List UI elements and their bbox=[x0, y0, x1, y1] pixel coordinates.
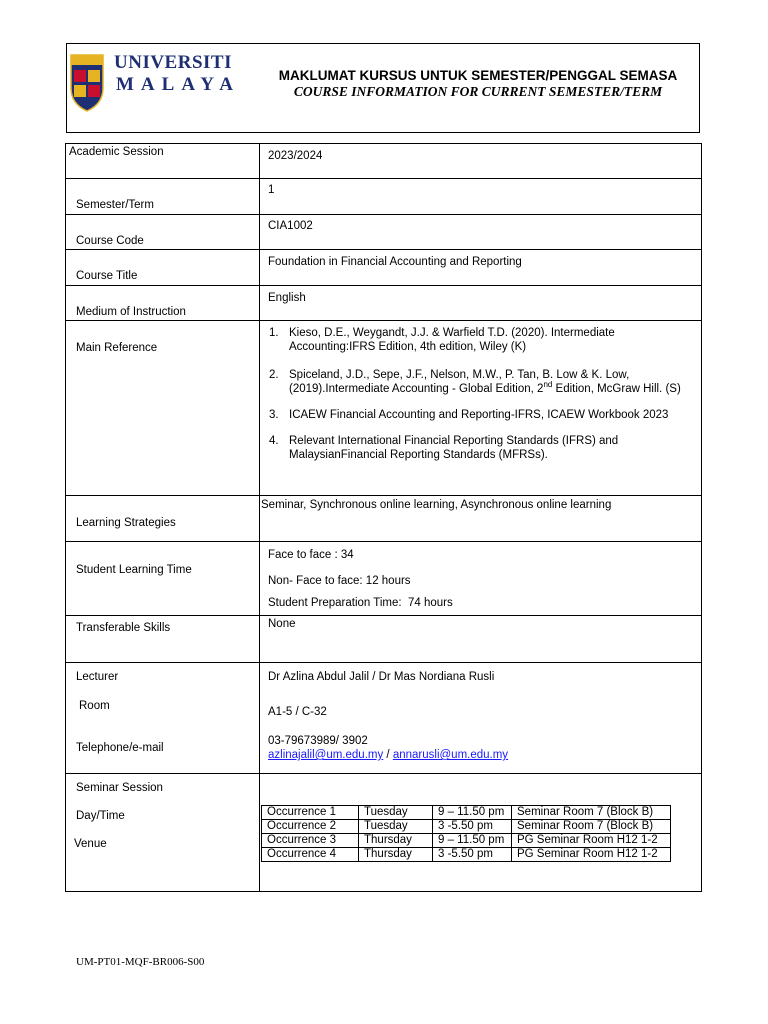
reference-text: ICAEW Financial Accounting and Reporting-IFRS, ICAEW Workbook 2023 bbox=[289, 409, 669, 421]
reference-text: Edition, McGraw Hill. (S) bbox=[552, 383, 681, 395]
reference-item bbox=[269, 368, 695, 396]
lecturer-value: Dr Azlina Abdul Jalil / Dr Mas Nordiana Rusli bbox=[268, 671, 495, 683]
row-divider bbox=[65, 320, 702, 321]
reference-number: 3. bbox=[269, 409, 279, 421]
occurrence-time: 9 – 11.50 pm bbox=[433, 806, 512, 820]
reference-text: Relevant International Financial Reporting Standards (IFRS) and MalaysianFinancial Reporting Standards (MFRSs). bbox=[289, 435, 619, 461]
learning-strategies-value: Seminar, Synchronous online learning, Asynchronous online learning bbox=[261, 499, 612, 511]
reference-item bbox=[269, 326, 695, 354]
occurrence-name: Occurrence 1 bbox=[262, 806, 359, 820]
medium-value: English bbox=[268, 292, 306, 304]
email-line bbox=[268, 748, 508, 762]
occurrence-venue: Seminar Room 7 (Block B) bbox=[512, 806, 671, 820]
page-subtitle: COURSE INFORMATION FOR CURRENT SEMESTER/TERM bbox=[293, 84, 663, 99]
email-separator: / bbox=[383, 749, 393, 761]
occurrence-venue: PG Seminar Room H12 1-2 bbox=[512, 834, 671, 848]
student-learning-time-label: Student Learning Time bbox=[76, 564, 192, 576]
transferable-skills-value: None bbox=[268, 618, 296, 630]
reference-text: Spiceland, J.D., Sepe, J.F., Nelson, M.W., P. Tan, B. Low & K. Low, (2019).Intermediate Accounting - Global Edition, 2 bbox=[289, 369, 630, 395]
course-code-value: CIA1002 bbox=[268, 220, 313, 232]
venue-label: Venue bbox=[74, 838, 107, 850]
course-code-label: Course Code bbox=[76, 235, 144, 247]
seminar-session-label: Seminar Session bbox=[76, 782, 163, 794]
email-link-anna[interactable]: annarusli@um.edu.my bbox=[392, 749, 509, 761]
university-logo bbox=[70, 52, 240, 114]
table-row bbox=[262, 834, 671, 848]
occurrence-time: 3 -5.50 pm bbox=[433, 848, 512, 862]
room-label: Room bbox=[79, 700, 110, 712]
occurrence-day: Thursday bbox=[359, 834, 433, 848]
row-divider bbox=[65, 285, 702, 286]
crest-icon bbox=[70, 54, 104, 112]
row-divider bbox=[65, 541, 702, 542]
reference-item bbox=[269, 408, 695, 422]
row-divider bbox=[65, 615, 702, 616]
reference-number: 1. bbox=[269, 327, 279, 339]
semester-value: 1 bbox=[268, 184, 275, 196]
slt-preparation-time: Student Preparation Time: 74 hours bbox=[268, 597, 453, 609]
course-title-value: Foundation in Financial Accounting and Reporting bbox=[268, 256, 522, 268]
row-divider bbox=[65, 249, 702, 250]
occurrence-day: Tuesday bbox=[359, 806, 433, 820]
row-divider bbox=[65, 178, 702, 179]
transferable-skills-label: Transferable Skills bbox=[76, 622, 171, 634]
reference-number: 4. bbox=[269, 435, 279, 447]
column-divider bbox=[259, 143, 260, 892]
occurrence-name: Occurrence 2 bbox=[262, 820, 359, 834]
session-label: Academic Session bbox=[69, 146, 164, 158]
reference-number: 2. bbox=[269, 369, 279, 381]
learning-strategies-label: Learning Strategies bbox=[76, 517, 176, 529]
occurrence-table bbox=[261, 805, 671, 862]
slt-face-to-face: Face to face : 34 bbox=[268, 549, 354, 561]
course-title-label: Course Title bbox=[76, 270, 138, 282]
table-row bbox=[262, 820, 671, 834]
occurrence-name: Occurrence 4 bbox=[262, 848, 359, 862]
reference-item bbox=[269, 434, 695, 462]
telephone-value: 03-79673989/ 3902 bbox=[268, 735, 368, 747]
table-row bbox=[262, 848, 671, 862]
occurrence-venue: Seminar Room 7 (Block B) bbox=[512, 820, 671, 834]
occurrence-name: Occurrence 3 bbox=[262, 834, 359, 848]
occurrence-day: Thursday bbox=[359, 848, 433, 862]
occurrence-time: 3 -5.50 pm bbox=[433, 820, 512, 834]
form-code: UM-PT01-MQF-BR006-S00 bbox=[76, 956, 205, 968]
email-link-azlina[interactable]: azlinajalil@um.edu.my bbox=[268, 749, 384, 761]
telephone-email-label: Telephone/e-mail bbox=[76, 742, 164, 754]
day-time-label: Day/Time bbox=[76, 810, 125, 822]
page-title: MAKLUMAT KURSUS UNTUK SEMESTER/PENGGAL SEMASA bbox=[278, 68, 678, 83]
reference-superscript: nd bbox=[543, 380, 553, 390]
row-divider bbox=[65, 214, 702, 215]
row-divider bbox=[65, 773, 702, 774]
reference-list bbox=[269, 326, 695, 470]
session-value: 2023/2024 bbox=[268, 150, 323, 162]
semester-label: Semester/Term bbox=[76, 199, 154, 211]
main-reference-label: Main Reference bbox=[76, 342, 158, 354]
occurrence-day: Tuesday bbox=[359, 820, 433, 834]
occurrence-time: 9 – 11.50 pm bbox=[433, 834, 512, 848]
logo-line1: UNIVERSITI bbox=[114, 52, 232, 73]
row-divider bbox=[65, 495, 702, 496]
room-value: A1-5 / C-32 bbox=[268, 706, 327, 718]
occurrence-venue: PG Seminar Room H12 1-2 bbox=[512, 848, 671, 862]
logo-line2: MALAYA bbox=[116, 74, 241, 95]
row-divider bbox=[65, 662, 702, 663]
table-row bbox=[262, 806, 671, 820]
medium-label: Medium of Instruction bbox=[76, 306, 186, 318]
reference-text: Kieso, D.E., Weygandt, J.J. & Warfield T.D. (2020). Intermediate Accounting:IFRS Edition, 4th edition, Wiley (K) bbox=[289, 327, 615, 353]
lecturer-label: Lecturer bbox=[76, 671, 119, 683]
slt-non-face-to-face: Non- Face to face: 12 hours bbox=[268, 575, 411, 587]
